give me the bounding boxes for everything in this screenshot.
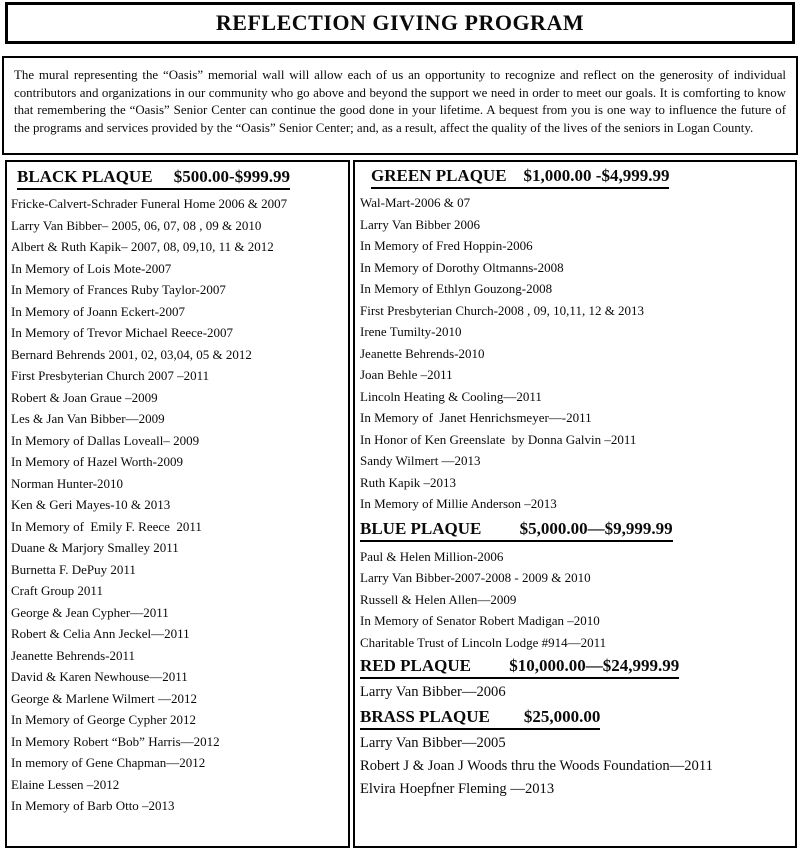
donor-entry: Ken & Geri Mayes-10 & 2013 (11, 497, 171, 512)
red-plaque-donor-list (355, 681, 795, 704)
intro-paragraph-box (2, 56, 798, 155)
donor-entry: Jeanette Behrends-2010 (360, 345, 485, 361)
donor-entry: David & Karen Newhouse—2011 (11, 669, 188, 684)
blue-plaque-donor-list (355, 546, 795, 654)
donor-entry: Larry Van Bibber– 2005, 06, 07, 08 , 09 & 2010 (11, 217, 262, 233)
donor-entry: Larry Van Bibber—2005 (360, 735, 506, 751)
donor-entry: In Memory of Trevor Michael Reece-2007 (11, 325, 234, 340)
donor-entry: Russell & Helen Allen—2009 (360, 591, 517, 607)
donor-entry: In Memory of Emily F. Reece 2011 (11, 518, 202, 534)
donor-entry: In Memory of Janet Henrichsmeyer—-2011 (360, 410, 592, 425)
donor-entry: Sandy Wilmert —2013 (360, 453, 481, 468)
donor-entry: Bernard Behrends 2001, 02, 03,04, 05 & 2012 (11, 346, 252, 362)
donor-entry: In Memory of George Cypher 2012 (11, 712, 196, 727)
green-plaque-donor-list (355, 192, 795, 515)
donor-entry: Les & Jan Van Bibber—2009 (11, 411, 165, 426)
donor-entry: George & Jean Cypher—2011 (11, 604, 169, 620)
donor-entry: In Memory of Senator Robert Madigan –2010 (360, 613, 600, 628)
donor-entry: Joan Behle –2011 (360, 367, 453, 382)
right-column (353, 160, 797, 848)
donor-entry: Larry Van Bibber—2006 (360, 684, 506, 700)
blue-plaque-heading-text: BLUE PLAQUE $5,000.00—$9,999.99 (360, 519, 673, 542)
donor-entry: Charitable Trust of Lincoln Lodge #914—2011 (360, 634, 607, 650)
donor-entry: In memory of Gene Chapman—2012 (11, 755, 206, 770)
donor-entry: In Memory Robert “Bob” Harris—2012 (11, 733, 220, 749)
brass-plaque-donor-list (355, 732, 795, 801)
donor-entry: In Memory of Joann Eckert-2007 (11, 303, 186, 319)
donor-entry: Norman Hunter-2010 (11, 475, 124, 491)
donor-entry: In Memory of Frances Ruby Taylor-2007 (11, 282, 226, 297)
black-plaque-column (5, 160, 350, 848)
donor-entry: Lincoln Heating & Cooling—2011 (360, 388, 542, 404)
donor-entry: In Memory of Fred Hoppin-2006 (360, 238, 533, 253)
donor-entry: Craft Group 2011 (11, 583, 103, 598)
donor-entry: Burnetta F. DePuy 2011 (11, 561, 136, 577)
donor-entry: Jeanette Behrends-2011 (11, 647, 136, 663)
donor-entry: Irene Tumilty-2010 (360, 324, 462, 339)
black-plaque-heading-text: BLACK PLAQUE $500.00-$999.99 (17, 167, 290, 190)
donor-entry: In Memory of Barb Otto –2013 (11, 798, 175, 813)
donor-entry: In Memory of Ethlyn Gouzong-2008 (360, 281, 553, 296)
donor-entry: Elaine Lessen –2012 (11, 776, 120, 792)
title-box (5, 2, 795, 44)
green-plaque-heading-text: GREEN PLAQUE $1,000.00 -$4,999.99 (371, 166, 669, 189)
donor-entry: Elvira Hoepfner Fleming —2013 (360, 781, 555, 797)
brass-plaque-heading (360, 707, 795, 730)
black-plaque-heading (17, 167, 348, 190)
donor-entry: Robert & Joan Graue –2009 (11, 389, 158, 405)
green-plaque-heading (371, 166, 795, 189)
donor-entry: Fricke-Calvert-Schrader Funeral Home 2006 & 2007 (11, 196, 288, 211)
donor-entry: Robert & Celia Ann Jeckel—2011 (11, 626, 190, 641)
donor-entry: Ruth Kapik –2013 (360, 474, 457, 490)
brass-plaque-heading-text: BRASS PLAQUE $25,000.00 (360, 707, 600, 730)
donor-entry: In Memory of Lois Mote-2007 (11, 260, 172, 276)
donor-entry: Larry Van Bibber-2007-2008 - 2009 & 2010 (360, 570, 591, 585)
red-plaque-heading (360, 656, 795, 679)
page-title: REFLECTION GIVING PROGRAM (215, 10, 585, 35)
black-plaque-donor-list (7, 193, 348, 817)
donor-entry: In Honor of Ken Greenslate by Donna Galvin –2011 (360, 431, 637, 447)
donor-entry: In Memory of Hazel Worth-2009 (11, 454, 184, 469)
donor-entry: Duane & Marjory Smalley 2011 (11, 540, 179, 555)
donor-entry: Robert J & Joan J Woods thru the Woods Foundation—2011 (360, 758, 713, 774)
red-plaque-heading-text: RED PLAQUE $10,000.00—$24,999.99 (360, 656, 679, 679)
donor-entry: In Memory of Dorothy Oltmanns-2008 (360, 259, 564, 275)
donor-entry: George & Marlene Wilmert —2012 (11, 690, 198, 706)
donor-entry: First Presbyterian Church-2008 , 09, 10,11, 12 & 2013 (360, 302, 645, 318)
donor-entry: Paul & Helen Million-2006 (360, 548, 504, 564)
donor-entry: Wal-Mart-2006 & 07 (360, 195, 471, 210)
blue-plaque-heading (360, 519, 795, 542)
donor-entry: Larry Van Bibber 2006 (360, 216, 480, 232)
intro-text: The mural representing the “Oasis” memorial wall will allow each of us an opportunity to recognize and reflect on the generosity of individual contributors and organizations in our community who go above and beyond the support we need in order to meet our goals. It is comforting to know that remembering the “Oasis” Senior Center can continue the good done in your lifetime. A bequest from you is one way to influence the future of the programs and services provided by the “Oasis” Senior Center; and, as a result, affect the quality of the lives of the seniors in Logan County. (14, 68, 786, 135)
donor-entry: In Memory of Millie Anderson –2013 (360, 496, 557, 511)
donor-entry: Albert & Ruth Kapik– 2007, 08, 09,10, 11 & 2012 (11, 239, 274, 254)
donor-entry: First Presbyterian Church 2007 –2011 (11, 368, 210, 383)
donor-entry: In Memory of Dallas Loveall– 2009 (11, 432, 200, 448)
